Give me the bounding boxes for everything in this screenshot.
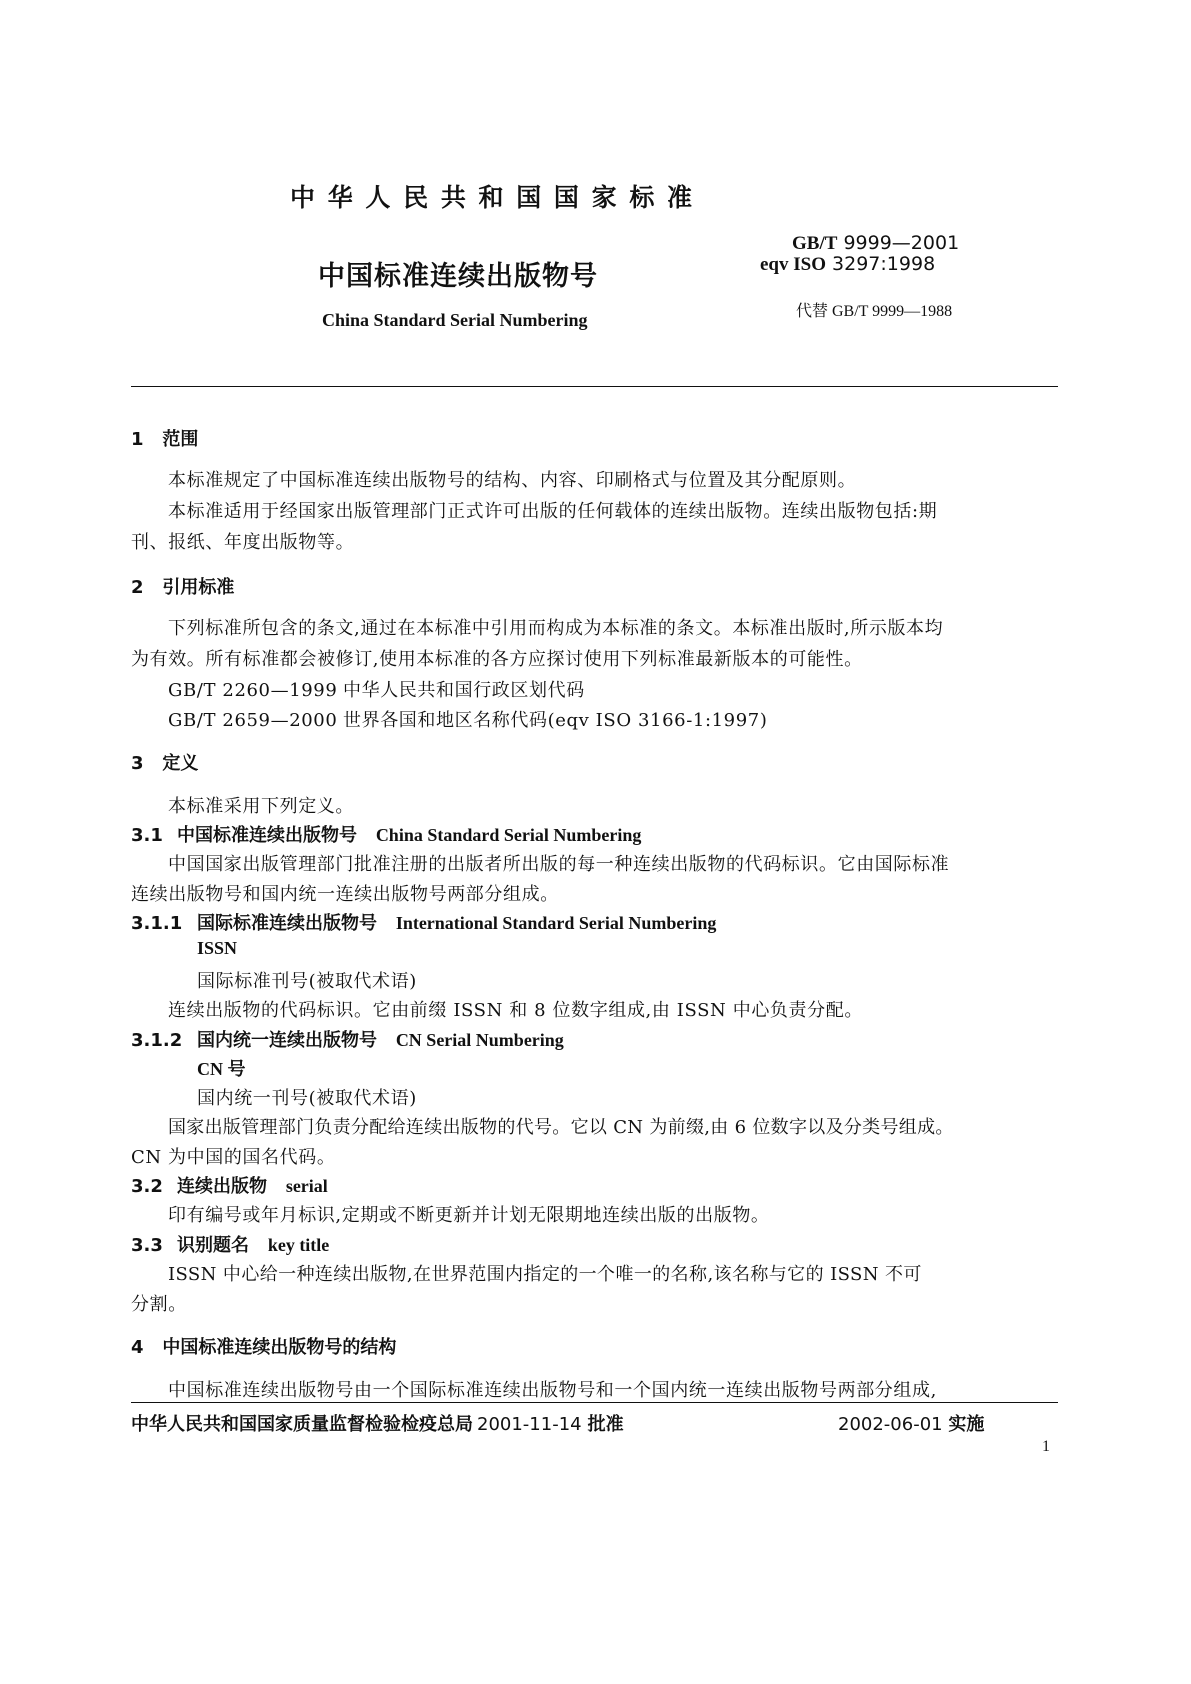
reference-code: GB/T 2659—2000 <box>168 710 338 731</box>
approval-line <box>131 1410 624 1436</box>
standard-title-cn: 中国标准连续出版物号 <box>318 261 598 292</box>
reference-item <box>168 706 767 732</box>
definition-3-1-line-1: 中国国家出版管理部门批准注册的出版者所出版的每一种连续出版物的代码标识。它由国际标准 <box>168 854 950 875</box>
definition-term-en: key title <box>267 1235 330 1255</box>
section-4-line-1: 中国标准连续出版物号由一个国际标准连续出版物号和一个国内统一连续出版物号两部分组成, <box>168 1380 937 1401</box>
section-3-intro: 本标准采用下列定义。 <box>168 796 354 817</box>
section-number: 1 <box>131 429 144 450</box>
effective-date: 2002-06-01 <box>838 1414 943 1435</box>
definition-3-2-line-1: 印有编号或年月标识,定期或不断更新并计划无限期地连续出版的出版物。 <box>168 1205 770 1226</box>
header-divider <box>131 386 1058 387</box>
section-1-paragraph-2-line-2: 刊、报纸、年度出版物等。 <box>131 532 355 553</box>
definition-3-3-term <box>131 1231 329 1257</box>
definition-3-1-2-line-1: 国家出版管理部门负责分配给连续出版物的代号。它以 CN 为前缀,由 6 位数字以及分类号组成。 <box>168 1117 954 1138</box>
section-title: 定义 <box>162 753 199 774</box>
definition-3-1-line-2: 连续出版物号和国内统一连续出版物号两部分组成。 <box>131 884 559 905</box>
definition-3-1-1-abbr: ISSN <box>197 938 238 958</box>
definition-term-en: serial <box>285 1176 328 1196</box>
definition-term-cn: 国际标准连续出版物号 <box>197 913 377 934</box>
standard-title-en: China Standard Serial Numbering <box>322 310 588 330</box>
standard-number <box>792 232 959 255</box>
definition-term-en: China Standard Serial Numbering <box>375 825 642 845</box>
reference-item <box>168 676 585 702</box>
approve-date: 2001-11-14 <box>477 1414 582 1435</box>
definition-term-en: International Standard Serial Numbering <box>395 913 717 933</box>
definition-3-1-2-alt: 国内统一刊号(被取代术语) <box>197 1088 417 1109</box>
standard-number-prefix: GB/T <box>792 233 838 254</box>
section-number: 2 <box>131 577 144 598</box>
definition-term-cn: 中国标准连续出版物号 <box>177 825 357 846</box>
section-1-paragraph-2-line-1: 本标准适用于经国家出版管理部门正式许可出版的任何载体的连续出版物。连续出版物包括:期 <box>168 501 938 522</box>
definition-term-cn: 连续出版物 <box>177 1176 267 1197</box>
section-2-paragraph-line-2: 为有效。所有标准都会被修订,使用本标准的各方应探讨使用下列标准最新版本的可能性。 <box>131 649 863 670</box>
section-2-heading <box>131 573 234 599</box>
definition-term-cn: 识别题名 <box>177 1235 249 1256</box>
section-number: 3 <box>131 753 144 774</box>
definition-3-1-2-abbr: CN 号 <box>197 1059 246 1079</box>
definition-3-1-1-alt: 国际标准刊号(被取代术语) <box>197 971 417 992</box>
standard-number-value: 9999—2001 <box>843 232 960 254</box>
definition-number: 3.1.1 <box>131 913 183 934</box>
section-1-heading <box>131 425 198 451</box>
reference-title: 中华人民共和国行政区划代码 <box>343 680 585 701</box>
page-number: 1 <box>1042 1438 1050 1455</box>
issuer: 中华人民共和国国家质量监督检验检疫总局 <box>131 1414 473 1435</box>
replaces-note: 代替 GB/T 9999—1988 <box>796 303 953 320</box>
effective-line <box>838 1410 984 1436</box>
definition-3-3-line-2: 分割。 <box>131 1294 187 1315</box>
footer-divider <box>131 1402 1058 1403</box>
equivalence-note <box>760 253 935 276</box>
reference-title: 世界各国和地区名称代码(eqv ISO 3166-1:1997) <box>343 710 768 731</box>
definition-number: 3.1.2 <box>131 1030 183 1051</box>
approve-label: 批准 <box>587 1414 624 1435</box>
definition-3-2-term <box>131 1172 328 1198</box>
equivalence-prefix: eqv ISO <box>760 254 826 275</box>
definition-3-1-1-line-1: 连续出版物的代码标识。它由前缀 ISSN 和 8 位数字组成,由 ISSN 中心负责分配。 <box>168 1000 863 1021</box>
definition-3-1-1-term <box>131 909 716 935</box>
definition-term-en: CN Serial Numbering <box>395 1030 564 1050</box>
definition-number: 3.1 <box>131 825 163 846</box>
definition-term-cn: 国内统一连续出版物号 <box>197 1030 377 1051</box>
national-standard-banner: 中 华 人 民 共 和 国 国 家 标 准 <box>290 183 695 212</box>
section-3-heading <box>131 749 198 775</box>
equivalence-value: 3297:1998 <box>832 253 936 275</box>
reference-code: GB/T 2260—1999 <box>168 680 338 701</box>
definition-3-1-2-term <box>131 1026 564 1052</box>
section-title: 中国标准连续出版物号的结构 <box>162 1337 397 1358</box>
section-title: 范围 <box>162 429 199 450</box>
definition-3-3-line-1: ISSN 中心给一种连续出版物,在世界范围内指定的一个唯一的名称,该名称与它的 ISSN 不可 <box>168 1264 922 1285</box>
section-number: 4 <box>131 1337 144 1358</box>
definition-number: 3.2 <box>131 1176 163 1197</box>
definition-number: 3.3 <box>131 1235 163 1256</box>
section-1-paragraph-1: 本标准规定了中国标准连续出版物号的结构、内容、印刷格式与位置及其分配原则。 <box>168 470 857 491</box>
section-2-paragraph-line-1: 下列标准所包含的条文,通过在本标准中引用而构成为本标准的条文。本标准出版时,所示版本均 <box>168 618 944 639</box>
section-4-heading <box>131 1333 396 1359</box>
definition-3-1-term <box>131 821 641 847</box>
definition-3-1-2-line-2: CN 为中国的国名代码。 <box>131 1147 336 1168</box>
effective-label: 实施 <box>948 1414 985 1435</box>
section-title: 引用标准 <box>162 577 235 598</box>
